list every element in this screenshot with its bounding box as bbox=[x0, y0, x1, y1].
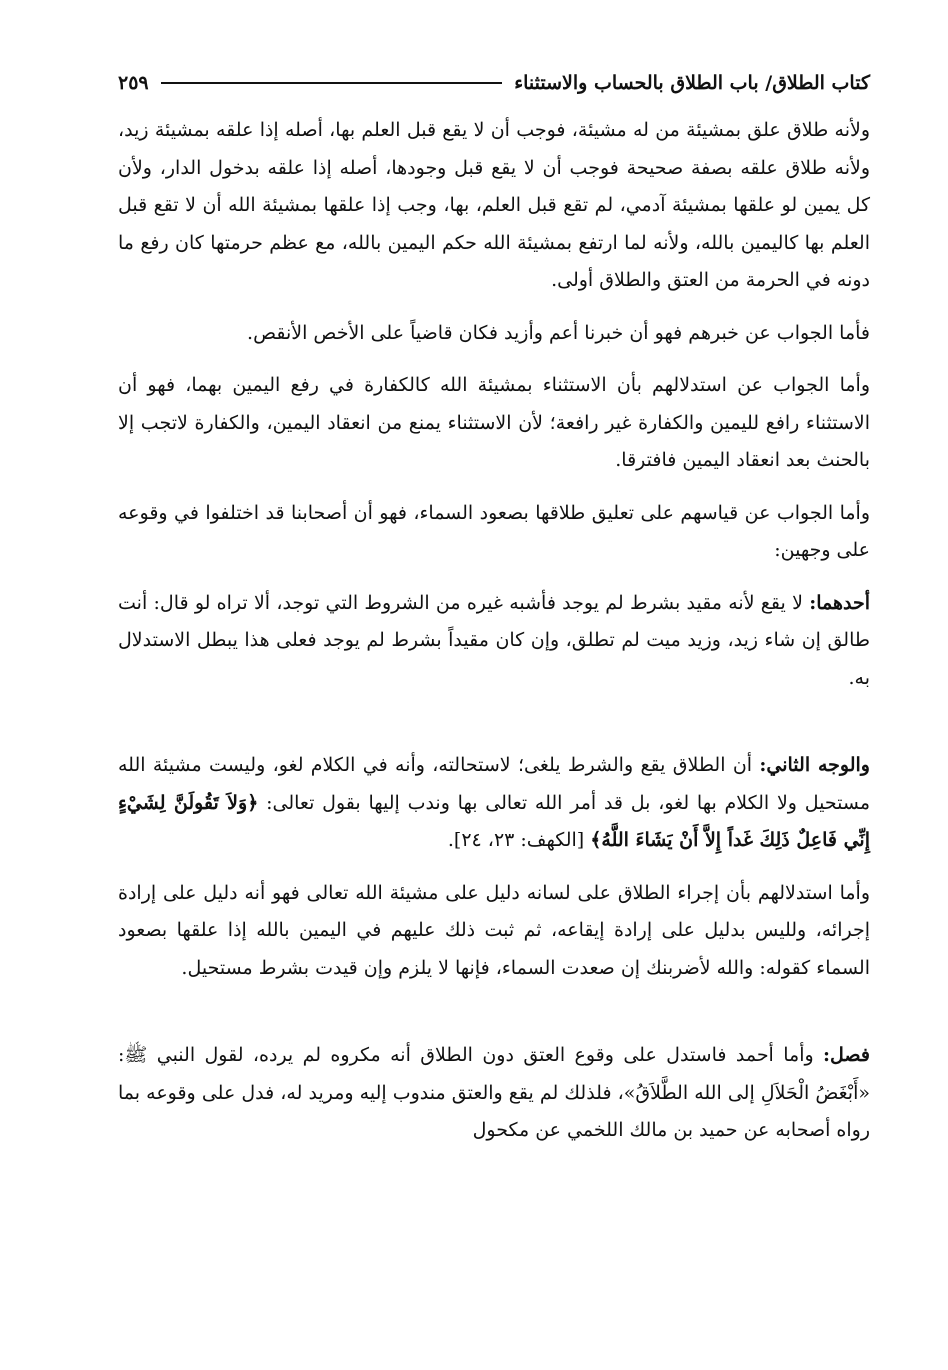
quran-verse: ﴿وَلاَ تَقُولَنَّ لِشَيْءٍ إِنِّي فَاعِلٌ ذَلِكَ غَداً إِلاَّ أَنْ يَشَاءَ اللَّهُ﴾ bbox=[118, 791, 870, 851]
paragraph-5 bbox=[118, 585, 870, 698]
verse-reference: [الكهف: ٢٣، ٢٤]. bbox=[447, 829, 591, 851]
paragraph-lead: فصل: bbox=[823, 1044, 870, 1066]
paragraph-text: ولأنه طلاق علق بمشيئة من له مشيئة، فوجب أن لا يقع قبل العلم بها، أصله إذا علقه بمشيئة زيد، ولأنه طلاق علقه بصفة صحيحة فوجب أن لا يقع قبل وجودها، أصله إذا علقه بدخول الدار، ولأن كل يمين لو علقها بمشيئة آدمي، لم تقع قبل العلم، بها، وجب إذا علقها بمشيئة الله أن لا تقع قبل العلم بها كاليمين بالله، ولأنه لما ارتفع بمشيئة الله حكم اليمين بالله، مع عظم حرمتها كان رفع ما دونه في الحرمة من العتق والطلاق أولى. bbox=[118, 119, 870, 291]
paragraph-lead: والوجه الثاني: bbox=[759, 754, 870, 776]
paragraph-6 bbox=[118, 747, 870, 860]
paragraph-1 bbox=[118, 112, 870, 300]
paragraph-text: وأما الجواب عن استدلالهم بأن الاستثناء بمشيئة الله كالكفارة في رفع اليمين بهما، فهو أن الاستثناء رافع لليمين والكفارة غير رافعة؛ لأن الاستثناء يمنع من انعقاد اليمين، والكفارة لاتجب إلا بالحنث بعد انعقاد اليمين فافترقا. bbox=[118, 374, 870, 471]
paragraph-lead: أحدهما: bbox=[809, 591, 870, 614]
header-rule bbox=[161, 82, 503, 84]
paragraph-text: لا يقع لأنه مقيد بشرط لم يوجد فأشبه غيره من الشروط التي توجد، ألا تراه لو قال: أنت طالق إن شاء زيد، وزيد ميت لم تطلق، وإن كان مقيداً بشرط لم يوجد فعلى هذا يبطل الاستدلال به. bbox=[118, 591, 870, 689]
paragraph-4 bbox=[118, 495, 870, 570]
chapter-title: كتاب الطلاق/ باب الطلاق بالحساب والاستثناء bbox=[514, 72, 870, 94]
paragraph-2 bbox=[118, 315, 870, 353]
paragraph-text: وأما الجواب عن قياسهم على تعليق طلاقها بصعود السماء، فهو أن أصحابنا قد اختلفوا في وقوعه على وجهين: bbox=[118, 501, 870, 561]
paragraph-text: وأما استدلالهم بأن إجراء الطلاق على لسانه دليل على مشيئة الله تعالى فهو أنه دليل على إرادة إجرائه، ولليس بدليل على إرادة إيقاعه، ثم ثبت ذلك عليهم في اليمين بالله إذا علقها بصعود السماء كقوله: والله لأضربنك إن صعدت السماء، فإنها لا يلزم وإن قيدت بشرط مستحيل. bbox=[118, 881, 870, 979]
running-header bbox=[118, 66, 870, 100]
paragraph-text: أن الطلاق يقع والشرط يلغى؛ لاستحالته، وأنه في الكلام لغو، وليست مشيئة الله مستحيل ولا الكلام بها لغو، بل قد أمر الله تعالى بها وندب إليها بقول تعالى: bbox=[118, 754, 870, 814]
paragraph-7 bbox=[118, 875, 870, 988]
page-body bbox=[118, 112, 870, 1150]
paragraph-3 bbox=[118, 367, 870, 480]
paragraph-text: وأما أحمد فاستدل على وقوع العتق دون الطلاق أنه مكروه لم يرده، لقول النبي ﷺ: «أَبْغَضُ الْحَلاَلِ إلى الله الطَّلاَقُ»، فلذلك لم يقع والعتق مندوب إليه ومريد له، فدل على وقوعه بما رواه أصحابه عن حميد بن مالك اللخمي عن مكحول bbox=[118, 1044, 870, 1141]
paragraph-8 bbox=[118, 1037, 870, 1150]
paragraph-text: فأما الجواب عن خبرهم فهو أن خبرنا أعم وأزيد فكان قاضياً على الأخص الأنقص. bbox=[247, 321, 870, 344]
page-number: ٢٥٩ bbox=[118, 72, 149, 94]
